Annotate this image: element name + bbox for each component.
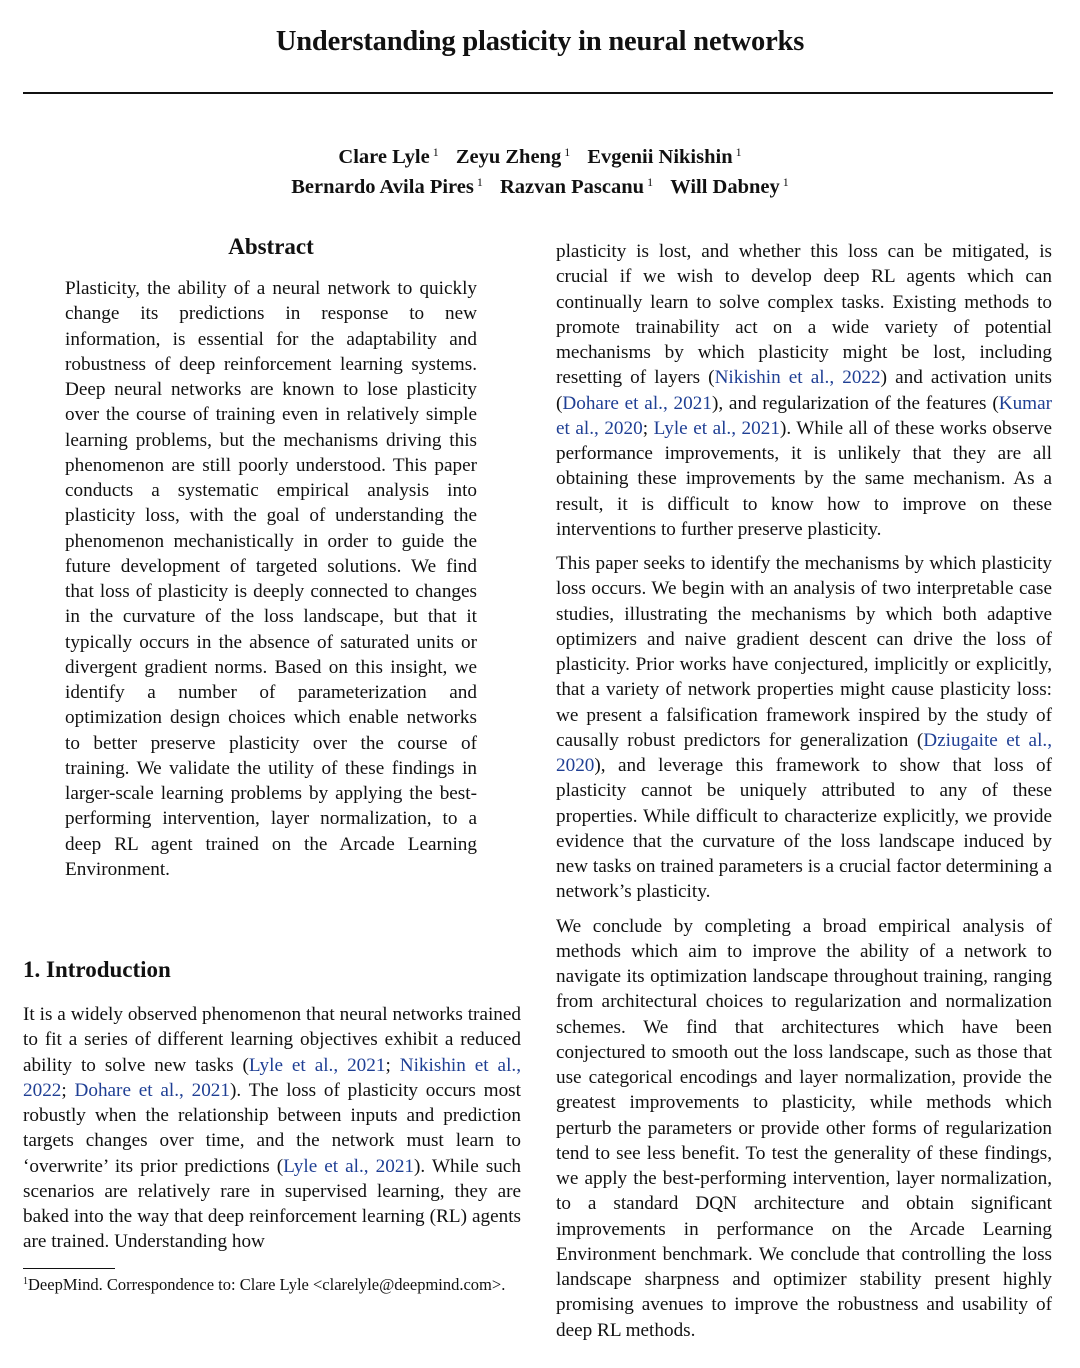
citation-link[interactable]: Lyle et al., 2021	[653, 417, 780, 439]
author-name: Evgenii Nikishin $^1$	[587, 145, 742, 168]
introduction-paragraph-2: This paper seeks to identify the mechanisms by which plasticity loss occurs. We begin with an analysis of two interpretable case studies, illustrating the mechanisms by which both adaptive optimizers and naive gradient descent can drive the loss of plasticity. Prior works have conjectured, implicitly or explicitly, that a variety of network properties might cause plasticity loss: we present a falsification framework inspired by the study of causally robust predictors for generalization (Dziugaite et al., 2020), and leverage this framework to show that loss of plasticity cannot be uniquely attributed to any of these properties. While difficult to characterize explicitly, we provide evidence that the curvature of the loss landscape induced by new tasks on trained parameters is a crucial factor determining a network’s plasticity.	[556, 553, 1053, 903]
footnote-rule	[23, 1268, 115, 1269]
introduction-paragraph-1-continued: plasticity is lost, and whether this loss can be mitigated, is crucial if we wish to develop deep RL agents which can continually learn to solve complex tasks. Existing methods to promote trainability act on a wide variety of potential mechanisms by which plasticity might be lost, including resetting of layers (Nikishin et al., 2022) and activation units (Dohare et al., 2021), and regularization of the features (Kumar et al., 2020; Lyle et al., 2021). While all of these works observe performance improvements, it is unlikely that they are all obtaining these improvements by the same mechanism. As a result, it is difficult to know how to improve on these interventions to further preserve plasticity.	[556, 241, 1052, 540]
author-name: Razvan Pascanu $^1$	[499, 175, 654, 198]
footnote-text: DeepMind. Correspondence to: Clare Lyle <clarelyle@deepmind.com>.	[28, 1275, 506, 1294]
author-line-2	[0, 170, 1080, 200]
introduction-right-column	[556, 239, 1052, 1343]
author-name: Will Dabney $^1$	[670, 175, 789, 198]
author-name: Zeyu Zheng $^1$	[455, 145, 571, 168]
author-name: Clare Lyle $^1$	[338, 145, 439, 168]
introduction-paragraph-1: It is a widely observed phenomenon that neural networks trained to fit a series of different learning objectives exhibit a reduced ability to solve new tasks (Lyle et al., 2021; Nikishin et al., 2022; Dohare et al., 2021). The loss of plasticity occurs most robustly when the relationship between inputs and prediction targets changes over time, and the network must learn to ‘overwrite’ its prior predictions (Lyle et al., 2021). While such scenarios are relatively rare in supervised learning, they are baked into the way that deep reinforcement learning (RL) agents are trained. Understanding how	[23, 1004, 521, 1253]
citation-link[interactable]: Lyle et al., 2021	[283, 1155, 415, 1177]
introduction-left-column	[23, 1002, 521, 1255]
abstract-text: Plasticity, the ability of a neural network to quickly change its predictions in response to new information, is essential for the adaptability and robustness of deep reinforcement learning systems. Deep neural networks are known to lose plasticity over the course of training even in relatively simple learning problems, but the mechanisms driving this phenomenon are still poorly understood. This paper conducts a systematic empirical analysis into plasticity loss, with the goal of understanding the phenomenon mechanistically in order to guide the future development of targeted solutions. We find that loss of plasticity is deeply connected to changes in the curvature of the loss landscape, but that it typically occurs in the absence of saturated units or divergent gradient norms. Based on this insight, we identify a number of parameterization and optimization design choices which enable networks to better preserve plasticity over the course of training. We validate the utility of these findings in larger-scale learning problems by applying the best-performing intervention, layer normalization, to a deep RL agent trained on the Arcade Learning Environment.	[65, 278, 477, 880]
citation-link[interactable]: Kumar et al., 2020	[556, 392, 1052, 439]
introduction-heading: 1. Introduction	[23, 957, 171, 982]
citation-link[interactable]: Dohare et al., 2021	[74, 1079, 230, 1101]
abstract-body	[65, 276, 477, 882]
author-name: Bernardo Avila Pires $^1$	[291, 175, 483, 198]
paper-title: Understanding plasticity in neural networks	[275, 26, 805, 57]
abstract-heading: Abstract	[228, 234, 314, 259]
author-list	[0, 140, 1080, 200]
footnote	[23, 1271, 521, 1295]
title-rule	[23, 92, 1053, 94]
author-line-1	[0, 140, 1080, 170]
introduction-paragraph-3: We conclude by completing a broad empirical analysis of methods which aim to improve the ability of a network to navigate its optimization landscape throughout training, ranging from architectural choices to regularization and normalization schemes. We find that architectures which have been conjectured to smooth out the loss landscape, such as those that use categorical encodings and layer normalization, provide the greatest improvements to plasticity, while methods which perturb the parameters or provide other forms of regularization tend to see less benefit. To test the generality of these findings, we apply the best-performing intervention, layer normalization, to a standard DQN architecture and obtain significant improvements in performance on the Arcade Learning Environment benchmark. We conclude that controlling the loss landscape sharpness and optimizer stability present highly promising avenues to improve the robustness and usability of deep RL methods.	[556, 915, 1052, 1341]
citation-link[interactable]: Dziugaite et al., 2020	[556, 729, 1053, 776]
citation-link[interactable]: Nikishin et al., 2022	[714, 367, 881, 389]
citation-link[interactable]: Lyle et al., 2021	[248, 1054, 386, 1076]
footnote-mark: 1	[23, 1276, 28, 1287]
citation-link[interactable]: Nikishin et al., 2022	[23, 1054, 521, 1101]
citation-link[interactable]: Dohare et al., 2021	[562, 392, 712, 414]
